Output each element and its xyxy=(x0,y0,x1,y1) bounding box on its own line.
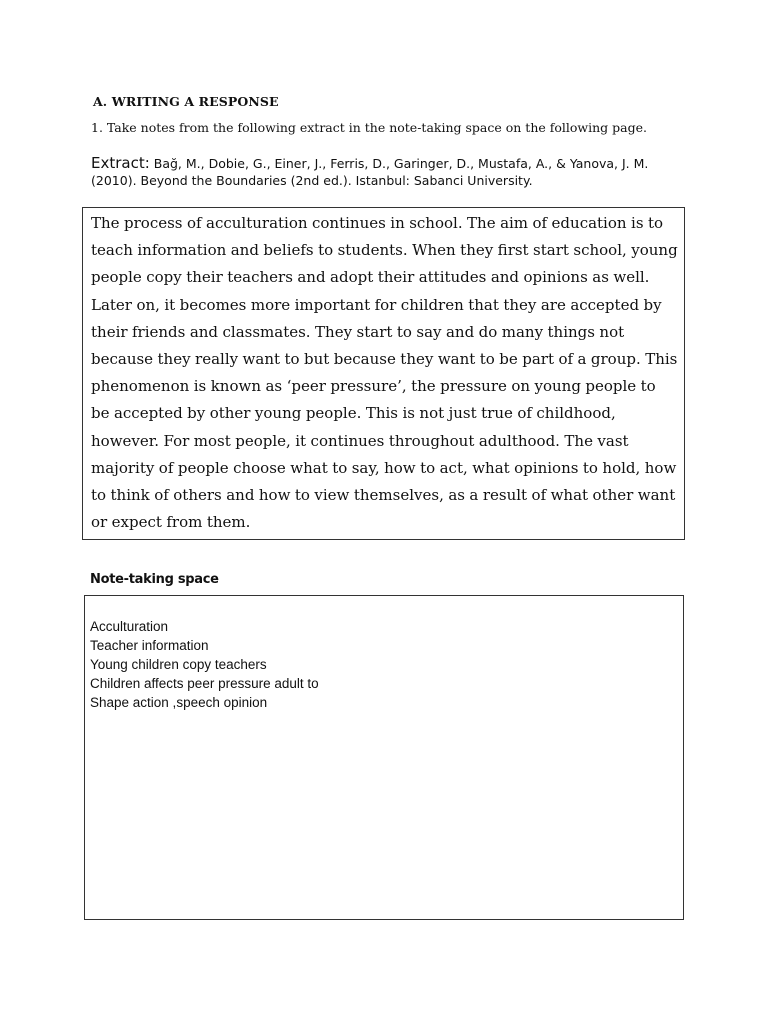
citation-text: Bağ, M., Dobie, G., Einer, J., Ferris, D., Garinger, D., Mustafa, A., & Yanova, J. M. (2010). Beyond the Boundaries (2nd ed.). Istanbul: Sabanci University. xyxy=(91,156,649,188)
note-taking-label: Note-taking space xyxy=(90,572,219,587)
extract-label: Extract: xyxy=(91,154,150,172)
note-taking-box[interactable] xyxy=(84,595,684,920)
instruction-text: 1. Take notes from the following extract in the note-taking space on the following page. xyxy=(91,120,647,135)
note-line: Acculturation xyxy=(90,619,169,634)
note-line: Shape action ,speech opinion xyxy=(90,695,268,710)
extract-text: The process of acculturation continues in school. The aim of education is to teach information and beliefs to students. When they first start school, young people copy their teachers and adopt their attitudes and opinions as well. Later on, it becomes more important for children that they are accepted by their friends and classmates. They start to say and do many things not because they really want to but because they want to be part of a group. This phenomenon is known as ‘peer pressure’, the pressure on young people to be accepted by other young people. This is not just true of childhood, however. For most people, it continues throughout adulthood. The vast majority of people choose what to say, how to act, what opinions to hold, how to think of others and how to view themselves, as a result of what other want or expect from them. xyxy=(91,214,678,532)
note-line: Young children copy teachers xyxy=(90,657,267,672)
note-line: Children affects peer pressure adult to xyxy=(90,676,319,691)
extract-box xyxy=(82,207,685,540)
section-heading: A. WRITING A RESPONSE xyxy=(93,94,279,109)
note-line: Teacher information xyxy=(90,638,209,653)
citation xyxy=(91,155,681,189)
